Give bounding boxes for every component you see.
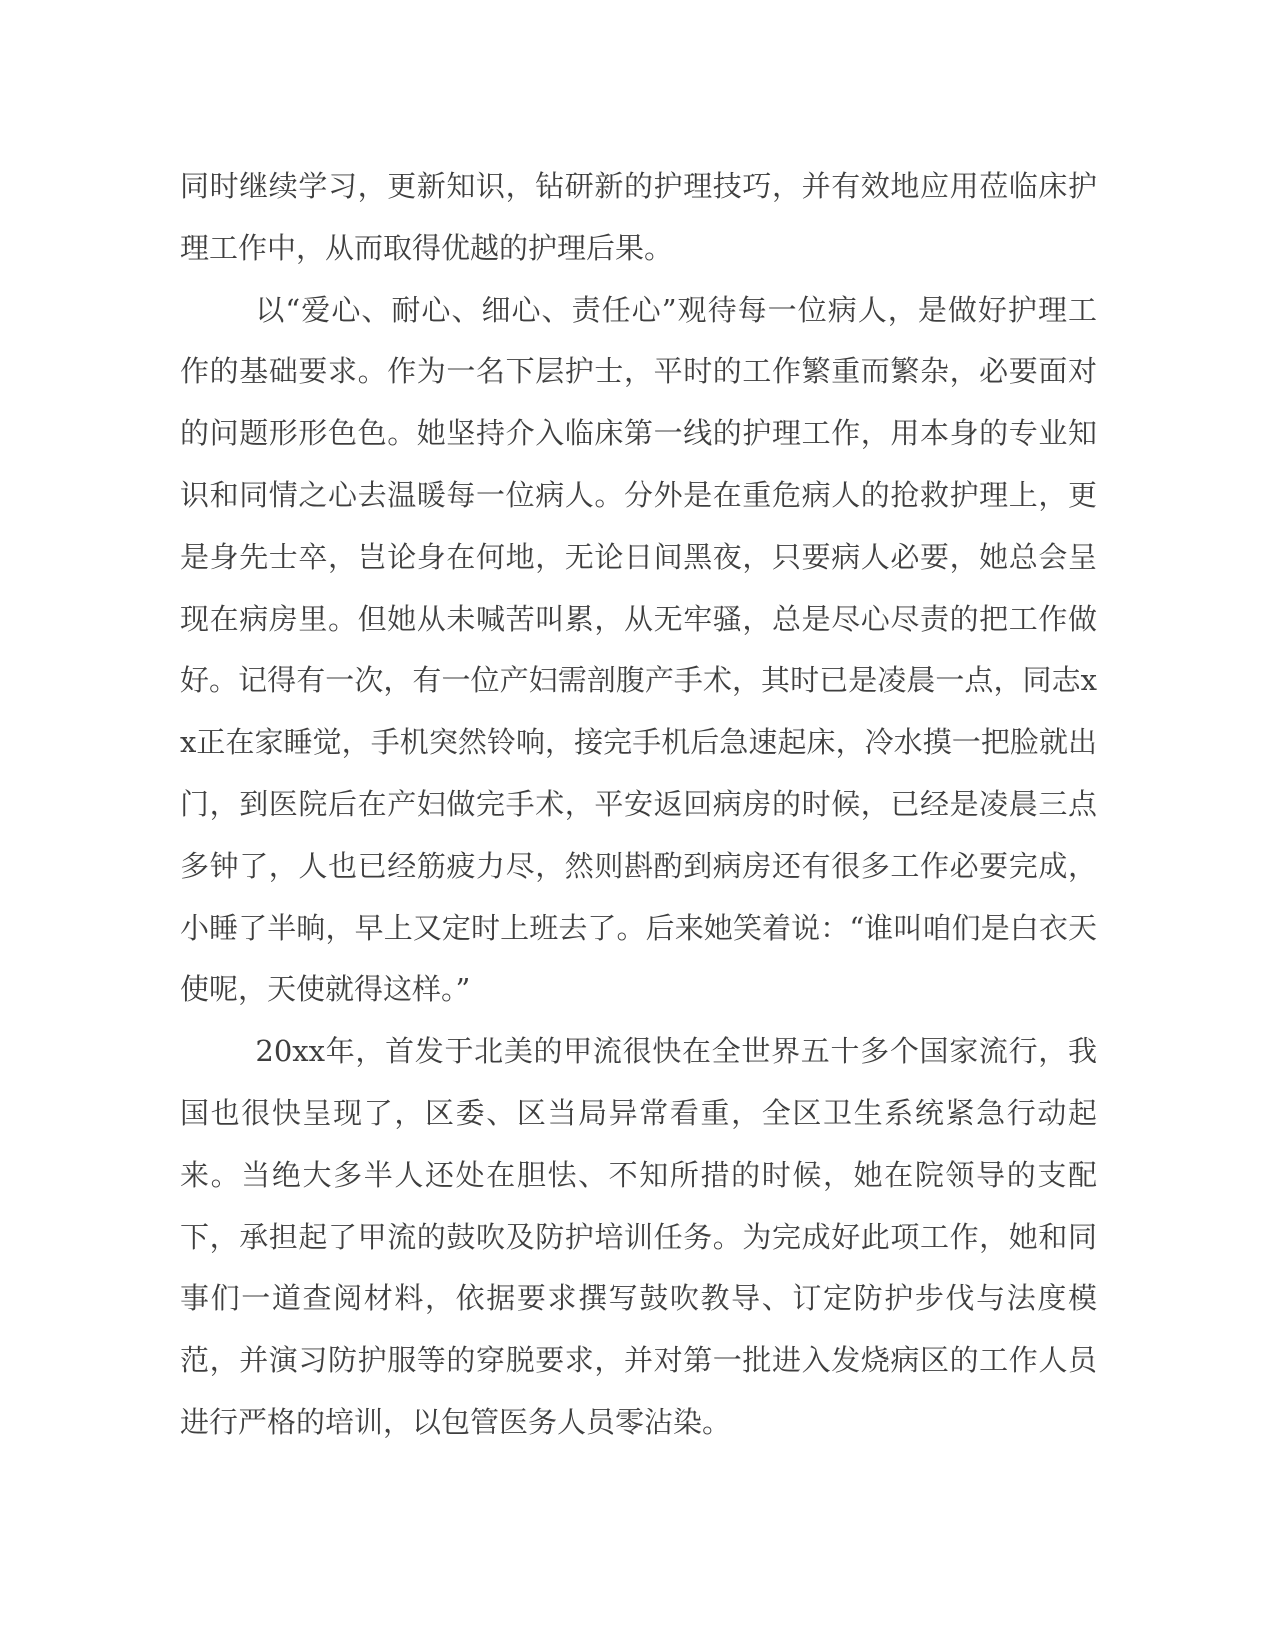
paragraph-continuation: 同时继续学习，更新知识，钻研新的护理技巧，并有效地应用莅临床护理工作中，从而取得优越的护理后果。: [180, 169, 1097, 265]
paragraph-caring-heart: 以“爱心、耐心、细心、责任心”观待每一位病人，是做好护理工作的基础要求。作为一名下层护士，平时的工作繁重而繁杂，必要面对的问题形形色色。她坚持介入临床第一线的护理工作，用本身的专业知识和同情之心去温暖每一位病人。分外是在重危病人的抢救护理上，更是身先士卒，岂论身在何地，无论日间黑夜，只要病人必要，她总会呈现在病房里。但她从未喊苦叫累，从无牢骚，总是尽心尽责的把工作做好。记得有一次，有一位产妇需剖腹产手术，其时已是凌晨一点，同志xx正在家睡觉，手机突然铃响，接完手机后急速起床，冷水摸一把脸就出门，到医院后在产妇做完手术，平安返回病房的时候，已经是凌晨三点多钟了，人也已经筋疲力尽，然则斟酌到病房还有很多工作必要完成，小睡了半晌，早上又定时上班去了。后来她笑着说：“谁叫咱们是白衣天使呢，天使就得这样。”: [180, 292, 1097, 1007]
paragraph-flu-outbreak: 20xx年，首发于北美的甲流很快在全世界五十多个国家流行，我国也很快呈现了，区委、区当局异常看重，全区卫生系统紧急行动起来。当绝大多半人还处在胆怯、不知所措的时候，她在院领导的支配下，承担起了甲流的鼓吹及防护培训任务。为完成好此项工作，她和同事们一道查阅材料，依据要求撰写鼓吹教导、订定防护步伐与法度模范，并演习防护服等的穿脱要求，并对第一批进入发烧病区的工作人员进行严格的培训，以包管医务人员零沾染。: [180, 1034, 1097, 1439]
